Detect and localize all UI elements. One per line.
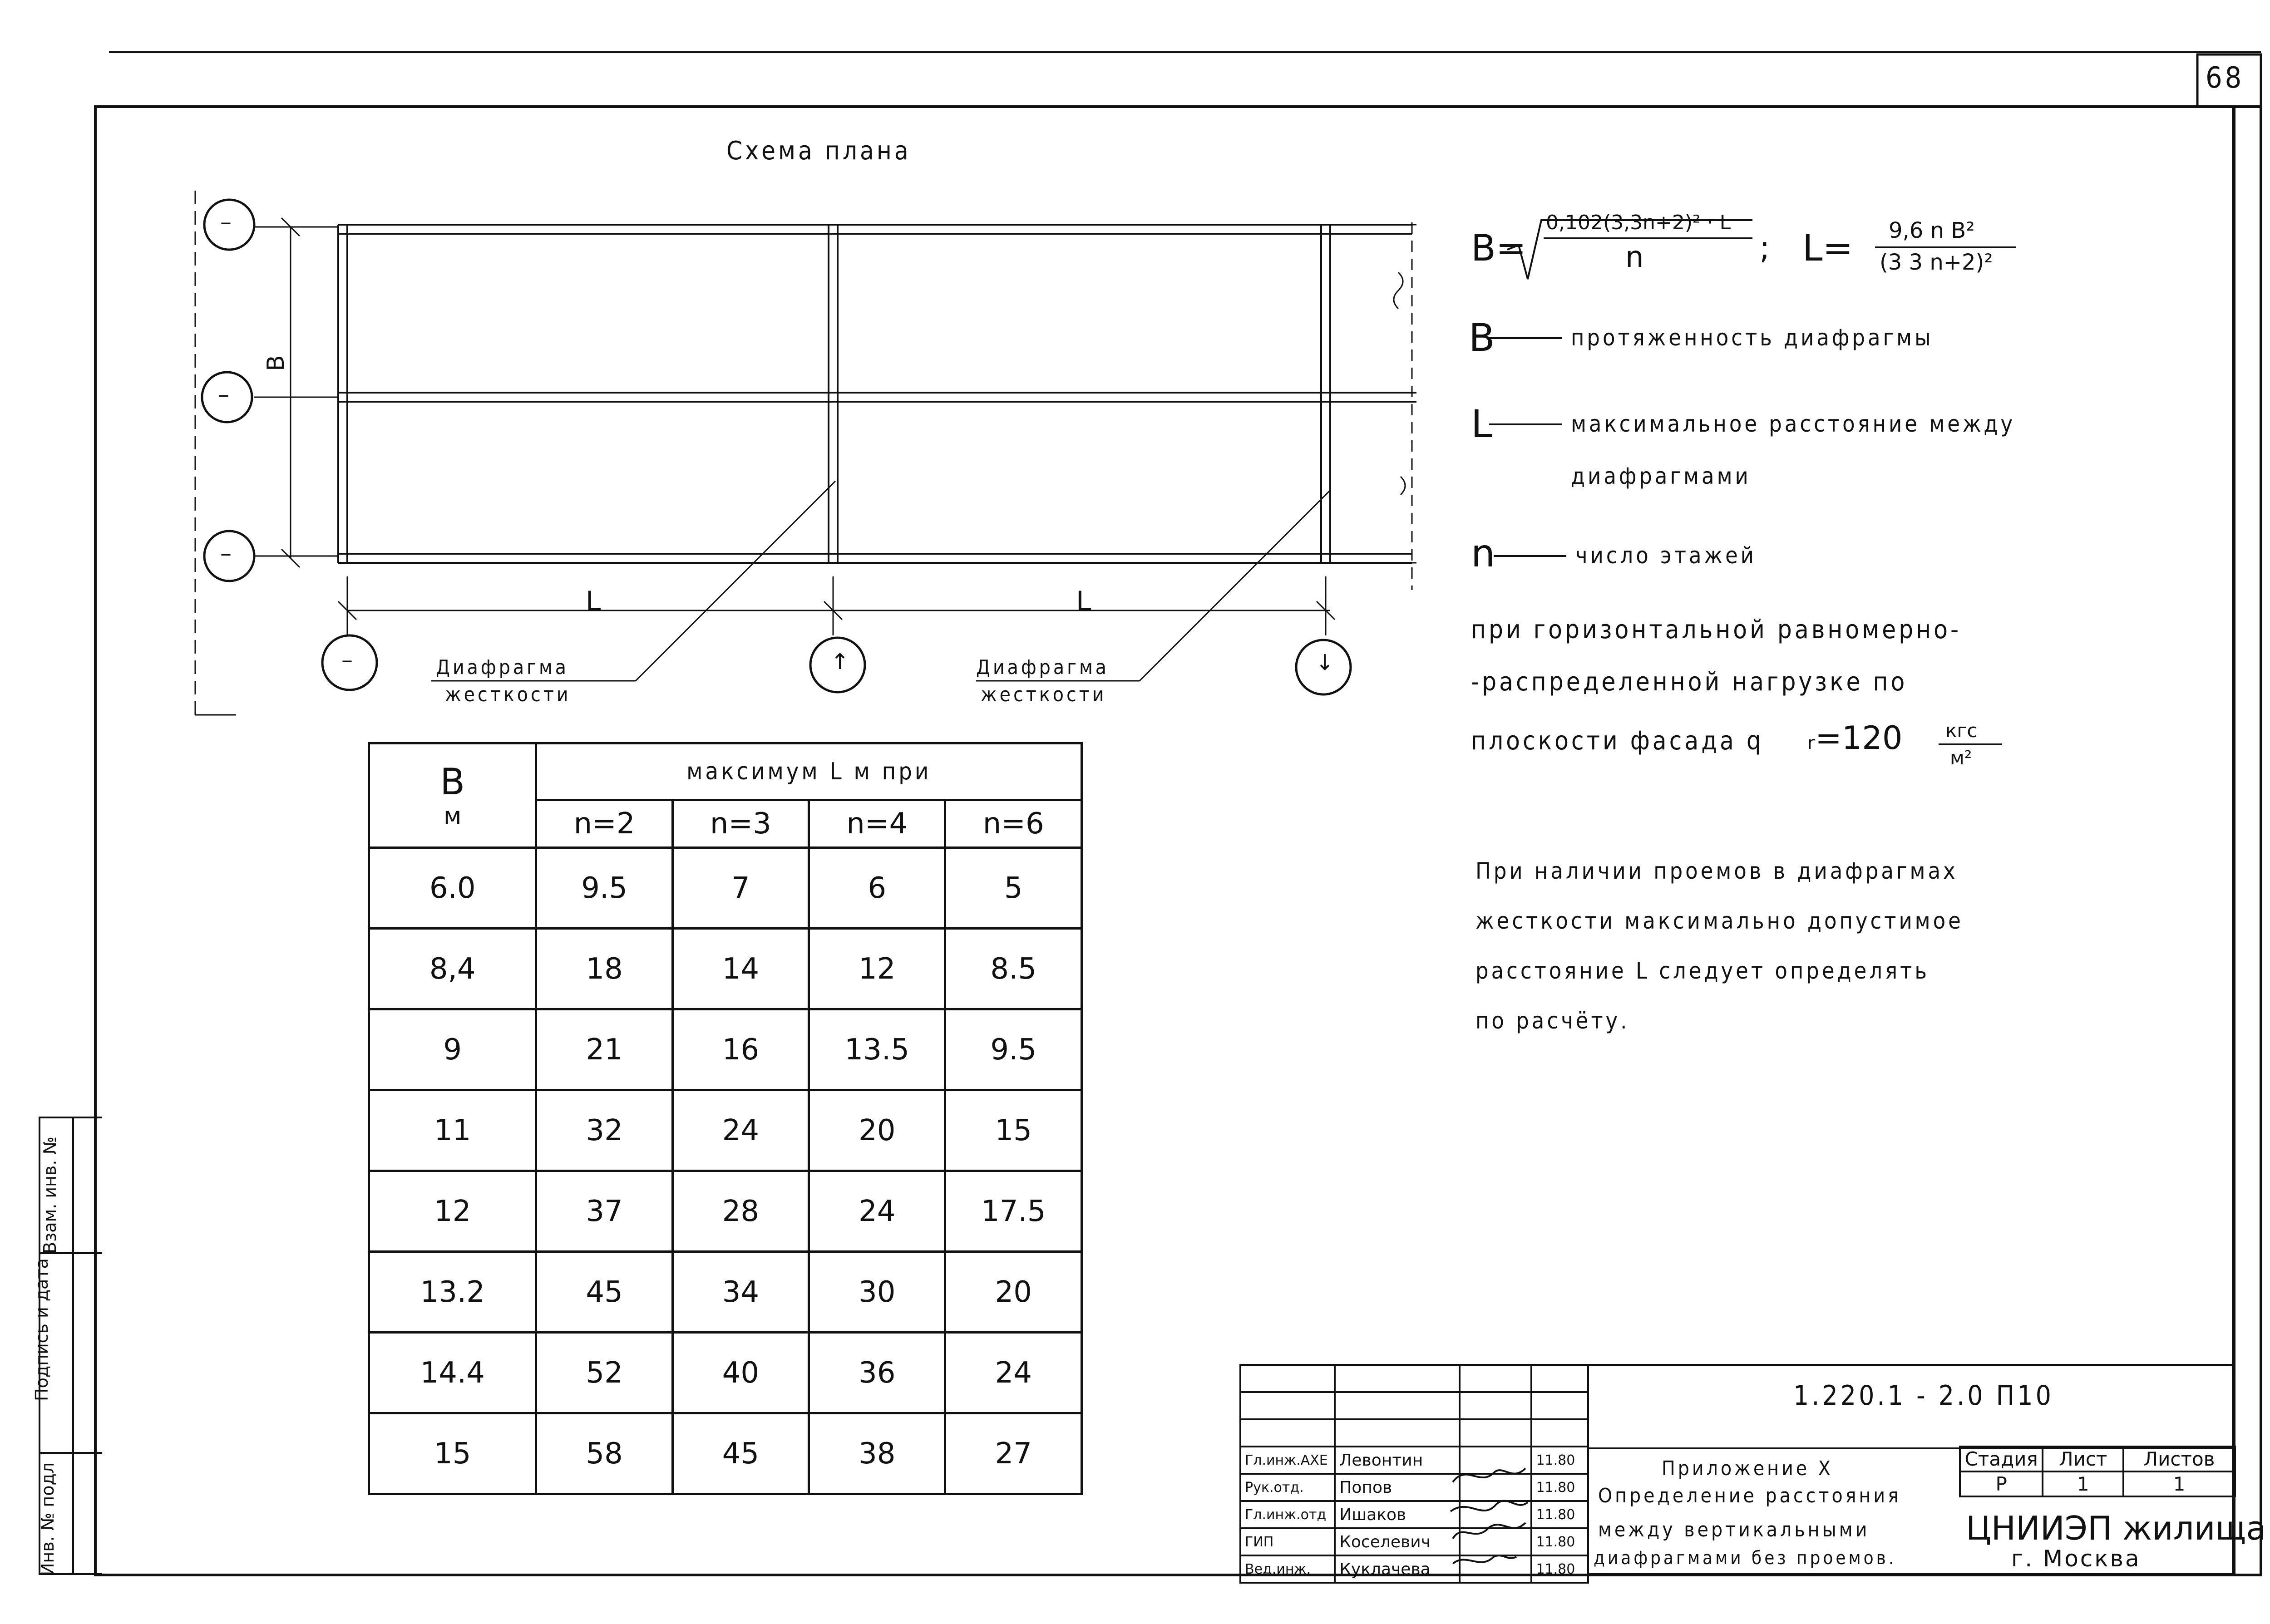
legend-text-l: максимальное расстояние между [1571, 411, 2016, 437]
openings-note-line-4: по расчёту. [1476, 1008, 1630, 1034]
organization-name: ЦНИИЭП жилища [1966, 1509, 2266, 1547]
signer-role: Гл.инж.отд [1240, 1501, 1335, 1528]
l-value: 17.5 [945, 1171, 1082, 1252]
table-row [369, 848, 1082, 929]
table-row [369, 1333, 1082, 1413]
l-value: 24 [672, 1090, 809, 1171]
l-value: 6 [809, 848, 945, 929]
b-value: 14.4 [369, 1333, 536, 1413]
l-value: 40 [672, 1333, 809, 1413]
signer-row [1240, 1555, 1588, 1583]
column-header: n=4 [809, 800, 945, 848]
table-row [369, 1090, 1082, 1171]
l-value: 5 [945, 848, 1082, 929]
signer-row [1240, 1501, 1588, 1528]
l-value: 34 [672, 1252, 809, 1333]
title-block-signers [1239, 1364, 1589, 1584]
side-stamp-replacement-inv: Взам. инв. № [40, 1136, 60, 1254]
diaphragm-label-right: Диафрагма [976, 656, 1110, 679]
load-note-line-3: плоскости фасада q [1471, 726, 1764, 756]
b-value: 11 [369, 1090, 536, 1171]
l-value: 52 [536, 1333, 672, 1413]
signature [1460, 1501, 1532, 1528]
signer-role: Вед.инж. [1240, 1555, 1335, 1583]
legend-symbol-b: B [1469, 315, 1495, 360]
side-stamp-inv-number: Инв. № подл [38, 1462, 58, 1576]
l-value: 58 [536, 1413, 672, 1494]
signer-role: Рук.отд. [1240, 1474, 1335, 1501]
page-number: 68 [2206, 61, 2245, 95]
legend-text-b: протяженность диафрагмы [1571, 325, 1934, 351]
drawing-title-4: диафрагмами без проемов. [1594, 1548, 1897, 1569]
drawing-title-2: Определение расстояния [1598, 1484, 1901, 1507]
l-value: 12 [809, 929, 945, 1009]
l-value: 7 [672, 848, 809, 929]
header-span: максимум L м при [536, 743, 1082, 800]
b-value: 9 [369, 1009, 536, 1090]
header-b-cell [369, 743, 536, 848]
l-formula-denominator: (3 3 n+2)² [1880, 250, 1993, 275]
sheet-value: 1 [2043, 1471, 2123, 1496]
column-header: n=2 [536, 800, 672, 848]
signer-name: Ишаков [1335, 1501, 1459, 1528]
signature [1460, 1555, 1532, 1583]
doc-code: 1.220.1 - 2.0 П10 [1793, 1380, 2054, 1412]
signer-name: Левонтин [1335, 1447, 1459, 1474]
signature [1460, 1474, 1532, 1501]
table-row [369, 1413, 1082, 1494]
signer-name: Коселевич [1335, 1528, 1459, 1555]
axis-marker-3: – [220, 540, 232, 566]
l-value: 28 [672, 1171, 809, 1252]
l-value: 18 [536, 929, 672, 1009]
b-formula-denominator: n [1625, 241, 1644, 274]
axis-marker-2: – [218, 381, 229, 408]
l-value: 45 [672, 1413, 809, 1494]
header-b: B [440, 760, 465, 803]
axis-marker-6: ↓ [1316, 650, 1334, 675]
signer-role: ГИП [1240, 1528, 1335, 1555]
sheet-label: Лист [2043, 1447, 2123, 1471]
b-formula-numerator: 0,102(3,3n+2)² · L [1546, 211, 1731, 234]
l-value: 16 [672, 1009, 809, 1090]
l-value: 37 [536, 1171, 672, 1252]
signer-row [1240, 1447, 1588, 1474]
l-value: 27 [945, 1413, 1082, 1494]
sheets-label: Листов [2123, 1447, 2235, 1471]
dimension-l-right-label: L [1076, 586, 1091, 617]
l-value: 13.5 [809, 1009, 945, 1090]
table-row [369, 929, 1082, 1009]
l-value: 9.5 [945, 1009, 1082, 1090]
load-q-value: ᵣ=120 [1807, 719, 1903, 757]
signer-row [1240, 1474, 1588, 1501]
l-value: 45 [536, 1252, 672, 1333]
l-value: 30 [809, 1252, 945, 1333]
b-value: 6.0 [369, 848, 536, 929]
openings-note-line-2: жесткости максимально допустимое [1476, 908, 1964, 934]
organization-city: г. Москва [2011, 1545, 2141, 1572]
b-value: 8,4 [369, 929, 536, 1009]
legend-text-l-2: диафрагмами [1571, 463, 1751, 489]
l-value: 38 [809, 1413, 945, 1494]
b-value: 12 [369, 1171, 536, 1252]
legend-text-n: число этажей [1575, 542, 1757, 569]
sheets-value: 1 [2123, 1471, 2235, 1496]
drawing-title-3: между вертикальными [1598, 1518, 1870, 1541]
signer-row [1240, 1528, 1588, 1555]
signer-name: Попов [1335, 1474, 1459, 1501]
side-stamp-signature-date: Подпись и дата [32, 1258, 52, 1401]
load-unit-denominator: м² [1950, 747, 1972, 769]
b-formula-lhs: B= [1471, 227, 1526, 269]
signer-date: 11.80 [1531, 1555, 1588, 1583]
l-value: 20 [809, 1090, 945, 1171]
l-value: 36 [809, 1333, 945, 1413]
dimension-l-left-label: L [586, 586, 601, 617]
signature [1460, 1528, 1532, 1555]
stage-value: Р [1960, 1471, 2043, 1496]
diaphragm-label-left: Диафрагма [436, 656, 569, 679]
header-b-unit: м [444, 802, 462, 830]
load-unit-numerator: кгс [1945, 719, 1978, 742]
load-note-line-2: -распределенной нагрузке по [1471, 667, 1908, 697]
signer-name: Куклачева [1335, 1555, 1459, 1583]
legend-symbol-n: n [1471, 531, 1495, 576]
axis-marker-5: ↑ [831, 649, 849, 674]
b-value: 13.2 [369, 1252, 536, 1333]
l-value: 15 [945, 1090, 1082, 1171]
l-value: 20 [945, 1252, 1082, 1333]
signer-date: 11.80 [1531, 1474, 1588, 1501]
stage-sheet-table [1959, 1446, 2236, 1497]
l-value: 21 [536, 1009, 672, 1090]
axis-marker-1: – [220, 209, 232, 235]
load-note-line-1: при горизонтальной равномерно- [1471, 615, 1962, 645]
drawing-title-1: Приложение X [1662, 1457, 1833, 1480]
l-value: 32 [536, 1090, 672, 1171]
signer-date: 11.80 [1531, 1528, 1588, 1555]
legend-symbol-l: L [1471, 402, 1492, 446]
l-value: 24 [945, 1333, 1082, 1413]
dimension-b-label: B [262, 355, 290, 371]
diaphragm-label-left-2: жесткости [445, 683, 571, 706]
diaphragm-label-right-2: жесткости [981, 683, 1107, 706]
table-row [369, 1252, 1082, 1333]
plan-title: Схема плана [726, 136, 911, 166]
signer-role: Гл.инж.АХЕ [1240, 1447, 1335, 1474]
l-formula-lhs: L= [1802, 227, 1853, 269]
max-distance-table [368, 742, 1083, 1495]
column-header: n=6 [945, 800, 1082, 848]
l-formula-numerator: 9,6 n B² [1889, 218, 1975, 243]
table-row [369, 1009, 1082, 1090]
b-value: 15 [369, 1413, 536, 1494]
l-value: 8.5 [945, 929, 1082, 1009]
column-header: n=3 [672, 800, 809, 848]
signer-date: 11.80 [1531, 1501, 1588, 1528]
table-row [369, 1171, 1082, 1252]
axis-marker-4: – [341, 647, 353, 673]
l-value: 24 [809, 1171, 945, 1252]
stage-label: Стадия [1960, 1447, 2043, 1471]
openings-note-line-3: расстояние L следует определять [1476, 958, 1930, 984]
l-value: 14 [672, 929, 809, 1009]
openings-note-line-1: При наличии проемов в диафрагмах [1476, 858, 1958, 884]
formula-separator: ; [1759, 229, 1770, 266]
signature [1460, 1447, 1532, 1474]
l-value: 9.5 [536, 848, 672, 929]
signer-date: 11.80 [1531, 1447, 1588, 1474]
